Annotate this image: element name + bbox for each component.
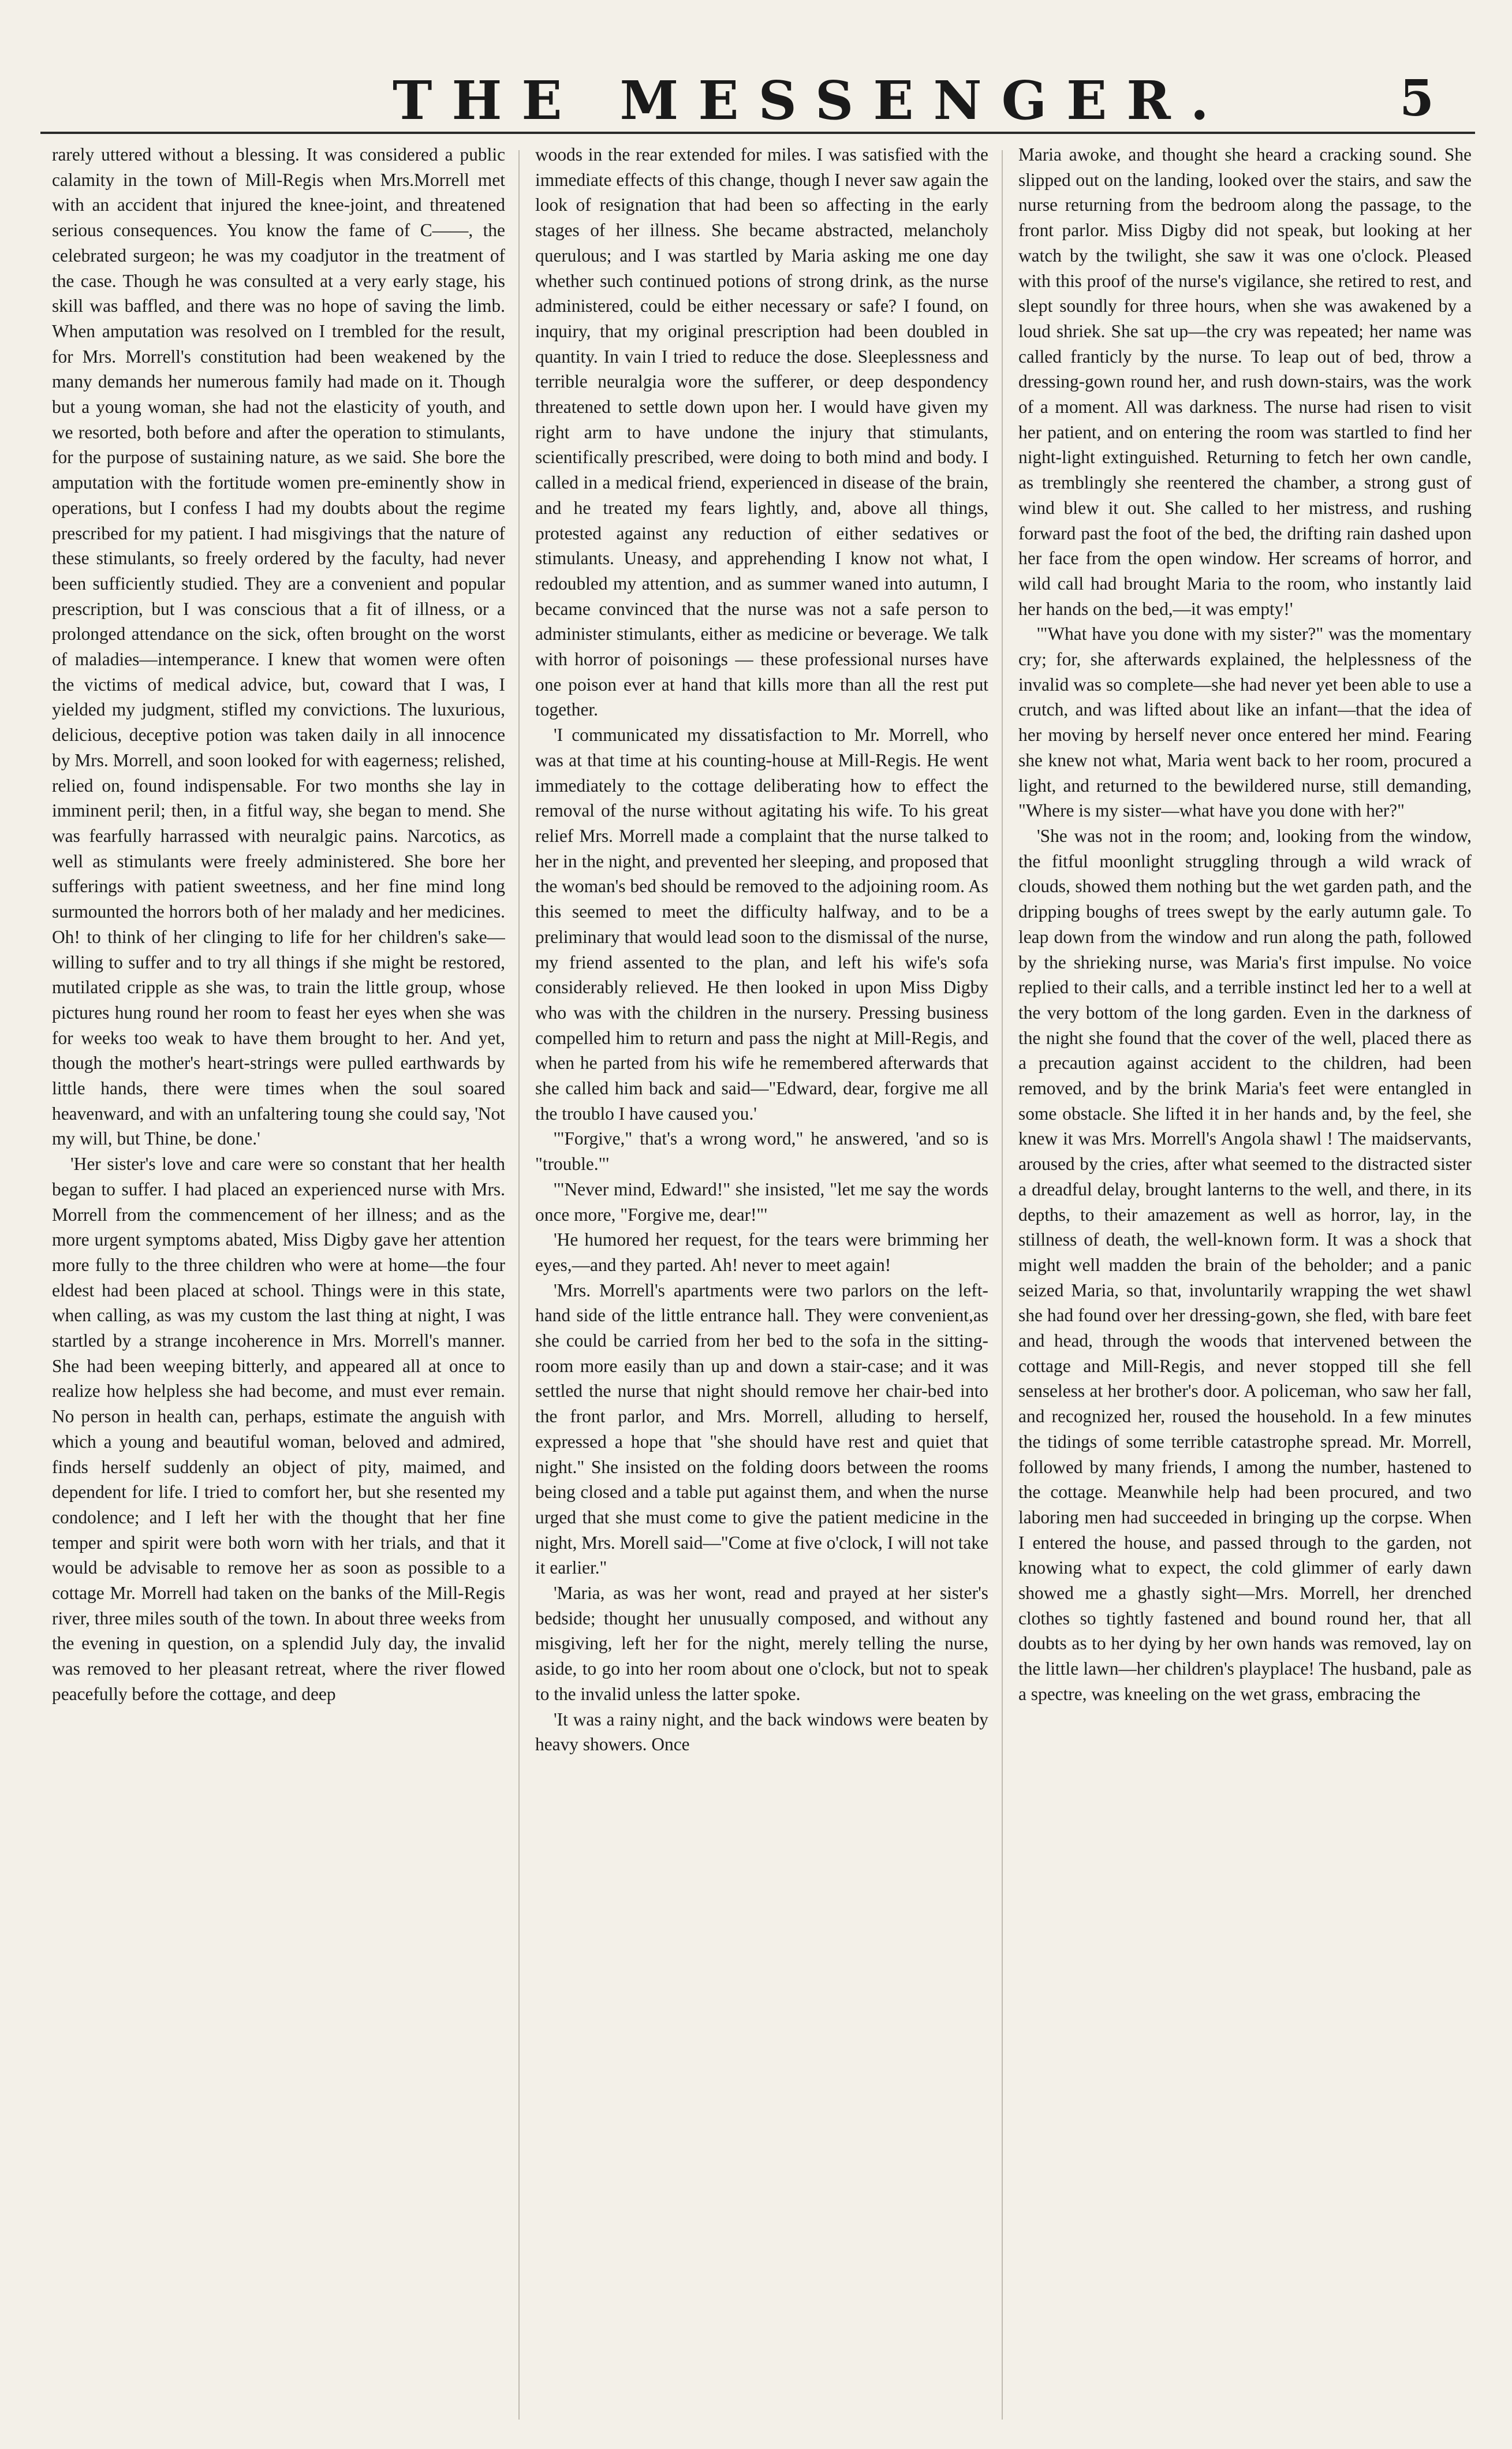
masthead bbox=[0, 69, 1512, 133]
paragraph: 'Her sister's love and care were so constant that her health began to suffer. I had placed an experienced nurse with Mrs. Morrell from the commencement of her illness; and as the more urgent symptoms abated, Miss Digby gave her attention more fully to the three children who were at home—the four eldest had been placed at school. Things were in this state, when calling, as was my custom the last thing at night, I was startled by a strange incoherence in Mrs. Morrell's manner. She had been weeping bitterly, and appeared all at once to realize how helpless she had become, and must ever remain. No person in health can, perhaps, estimate the anguish with which a young and beautiful woman, beloved and admired, finds herself suddenly an object of pity, maimed, and dependent for life. I tried to comfort her, but she resented my condolence; and I left her with the thought that her fine temper and spirit were both worn with her trials, and that it would be advisable to remove her as soon as possible to a cottage Mr. Morrell had taken on the banks of the Mill-Regis river, three miles south of the town. In about three weeks from the evening in question, on a splendid July day, the invalid was removed to her pleasant retreat, where the river flowed peacefully before the cottage, and deep bbox=[52, 1154, 505, 1704]
paragraph: 'I communicated my dissatisfaction to Mr. Morrell, who was at that time at his counting-house at Mill-Regis. He went immediately to the cottage deliberating how to effect the removal of the nurse without agitating his wife. To his great relief Mrs. Morrell made a complaint that the nurse talked to her in the night, and prevented her sleeping, and proposed that the woman's bed should be removed to the adjoining room. As this seemed to meet the difficulty halfway, and to be a preliminary that would lead soon to the dismissal of the nurse, my friend assented to the plan, and left his wife's sofa considerably relieved. He then looked in upon Miss Digby who was with the children in the nursery. Pressing business compelled him to return and pass the night at Mill-Regis, and when he parted from his wife he remembered afterwards that she called him back and said—"Edward, dear, forgive me all the troublo I have caused you.' bbox=[535, 725, 988, 1124]
paragraph: '"What have you done with my sister?" was the momentary cry; for, she afterwards explained, the helplessness of the invalid was so complete—she had never yet been able to use a crutch, and was lifted about like an infant—that the idea of her moving by herself never once entered her mind. Fearing she knew not what, Maria went back to her room, procured a light, and returned to the bewildered nurse, still demanding, "Where is my sister—what have you done with her?" bbox=[1018, 624, 1472, 821]
paragraph: woods in the rear extended for miles. I was satisfied with the immediate effects of this change, though I never saw again the look of resignation that had been so affecting in the early stages of her illness. She became abstracted, melancholy querulous; and I was startled by Maria asking me one day whether such continued potions of strong drink, as the nurse administered, could be either necessary or safe? I found, on inquiry, that my original prescription had been doubled in quantity. In vain I tried to reduce the dose. Sleeplessness and terrible neuralgia wore the sufferer, or deep despondency threatened to settle down upon her. I would have given my right arm to have undone the injury that stimulants, scientifically prescribed, were doing to both mind and body. I called in a medical friend, experienced in disease of the brain, and he treated my fears lightly, and, above all things, protested against any reduction of either sedatives or stimulants. Uneasy, and apprehending I know not what, I redoubled my attention, and as summer waned into autumn, I became convinced that the nurse was not a safe person to administer stimulants, either as medicine or beverage. We talk with horror of poisonings — these professional nurses have one poison ever at hand that kills more than all the rest put together. bbox=[535, 144, 988, 720]
paragraph: 'She was not in the room; and, looking from the window, the fitful moonlight struggling through a wild wrack of clouds, showed them nothing but the wet garden path, and the dripping boughs of trees swept by the early autumn gale. To leap down from the window and run along the path, followed by the shrieking nurse, was Maria's first impulse. No voice replied to their calls, and a terrible instinct led her to a well at the very bottom of the long garden. Even in the darkness of the night she found that the cover of the well, placed there as a precaution against accident to the children, had been removed, and by the brink Maria's feet were entangled in some obstacle. She lifted it in her hands and, by the feel, she knew it was Mrs. Morrell's Angola shawl ! The maidservants, aroused by the cries, after what seemed to the distracted sister a dreadful delay, brought lanterns to the well, and there, in its depths, to their amazement as well as horror, lay, in the stillness of death, the well-known form. It was a shock that might well madden the brain of the beholder; and a panic seized Maria, so that, involuntarily wrapping the wet shawl she had found over her dressing-gown, she fled, with bare feet and head, through the woods that intervened between the cottage and Mill-Regis, and never stopped till she fell senseless at her brother's door. A policeman, who saw her fall, and recognized her, roused the household. In a few minutes the tidings of some terrible catastrophe spread. Mr. Morrell, followed by many friends, I among the number, hastened to the cottage. Meanwhile help had been procured, and two laboring men had succeeded in bringing up the corpse. When I entered the house, and passed through to the garden, not knowing what to expect, the cold glimmer of early dawn showed me a ghastly sight—Mrs. Morrell, her drenched clothes so tightly fastened and bound round her, that all doubts as to her dying by her own hands was removed, lay on the little lawn—her children's playplace! The husband, pale as a spectre, was kneeling on the wet grass, embracing the bbox=[1018, 825, 1472, 1704]
newspaper-title: THE MESSENGER. bbox=[393, 69, 1229, 132]
masthead-rule bbox=[40, 132, 1475, 134]
article-columns bbox=[52, 142, 1472, 2429]
paragraph: Maria awoke, and thought she heard a cracking sound. She slipped out on the landing, looked over the stairs, and saw the nurse returning from the bedroom along the passage, to the front parlor. Miss Digby did not speak, but looking at her watch by the twilight, she saw it was one o'clock. Pleased with this proof of the nurse's vigilance, she retired to rest, and slept soundly for three hours, when she was awakened by a loud shriek. She sat up—the cry was repeated; her name was called franticly by the nurse. To leap out of bed, throw a dressing-gown round her, and rush down-stairs, was the work of a moment. All was darkness. The nurse had risen to visit her patient, and on entering the room was startled to find her night-light extinguished. Returning to fetch her own candle, as tremblingly she reentered the chamber, a strong gust of wind blew it out. She called to her mistress, and rushing forward past the foot of the bed, the drifting rain dashed upon her face from the open window. Her screams of horror, and wild call had brought Maria to the room, who instantly laid her hands on the bed,—it was empty!' bbox=[1018, 144, 1472, 619]
column-3 bbox=[1018, 142, 1472, 2429]
column-1 bbox=[52, 142, 505, 2429]
paragraph: '"Forgive," that's a wrong word," he answered, 'and so is "trouble."' bbox=[535, 1128, 988, 1175]
column-2 bbox=[535, 142, 988, 2429]
paragraph: 'Maria, as was her wont, read and prayed at her sister's bedside; thought her unusually composed, and without any misgiving, left her for the night, merely telling the nurse, aside, to go into her room about one o'clock, but not to speak to the invalid unless the latter spoke. bbox=[535, 1583, 988, 1704]
paragraph: 'Mrs. Morrell's apartments were two parlors on the left-hand side of the little entrance hall. They were convenient,as she could be carried from her bed to the sofa in the sitting-room more easily than up and down a stair-case; and it was settled the nurse that night should remove her chair-bed into the front parlor, and Mrs. Morrell, alluding to herself, expressed a hope that "she should have rest and quiet that night." She insisted on the folding doors between the rooms being closed and a table put against them, and when the nurse urged that she must come to give the patient medicine in the night, Mrs. Morell said—"Come at five o'clock, I will not take it earlier." bbox=[535, 1280, 988, 1578]
paragraph: '"Never mind, Edward!" she insisted, "let me say the words once more, "Forgive me, dear!"' bbox=[535, 1179, 988, 1225]
paragraph: 'He humored her request, for the tears were brimming her eyes,—and they parted. Ah! never to meet again! bbox=[535, 1229, 988, 1275]
page-number: 5 bbox=[1399, 69, 1434, 128]
paragraph: rarely uttered without a blessing. It was considered a public calamity in the town of Mill-Regis when Mrs.Morrell met with an accident that injured the knee-joint, and threatened serious consequences. You know the fame of C——, the celebrated surgeon; he was my coadjutor in the treatment of the case. Though he was consulted at a very early stage, his skill was baffled, and there was no hope of saving the limb. When amputation was resolved on I trembled for the result, for Mrs. Morrell's constitution had been weakened by the many demands her numerous family had made on it. Though but a young woman, she had not the elasticity of youth, and we resorted, both before and after the operation to stimulants, for the purpose of sustaining nature, as we said. She bore the amputation with the fortitude women pre-eminently show in operations, but I confess I had my doubts about the regime prescribed for my patient. I had misgivings that the nature of these stimulants, so freely ordered by the faculty, had never been sufficiently studied. They are a convenient and popular prescription, but I was conscious that a fit of illness, or a prolonged attendance on the sick, often brought on the worst of maladies—intemperance. I knew that women were often the victims of medical advice, but, coward that I was, I yielded my judgment, stifled my convictions. The luxurious, delicious, deceptive potion was taken daily in all innocence by Mrs. Morrell, and soon looked for with eagerness; relished, relied on, found indispensable. For two months she lay in imminent peril; then, in a fitful way, she began to mend. She was fearfully harrassed with neuralgic pains. Narcotics, as well as stimulants were freely administered. She bore her sufferings with patient sweetness, and her fine mind long surmounted the horrors both of her malady and her medicines. Oh! to think of her clinging to life for her children's sake—willing to suffer and to try all things if she might be restored, mutilated cripple as she was, to train the little group, whose pictures hung round her room to feast her eyes when she was for weeks too weak to have them brought to her. And yet, though the mother's heart-strings were pulled earthwards by little hands, there were times when the soul soared heavenward, and with an unfaltering toung she could say, 'Not my will, but Thine, be done.' bbox=[52, 144, 505, 1149]
paragraph: 'It was a rainy night, and the back windows were beaten by heavy showers. Once bbox=[535, 1709, 988, 1755]
